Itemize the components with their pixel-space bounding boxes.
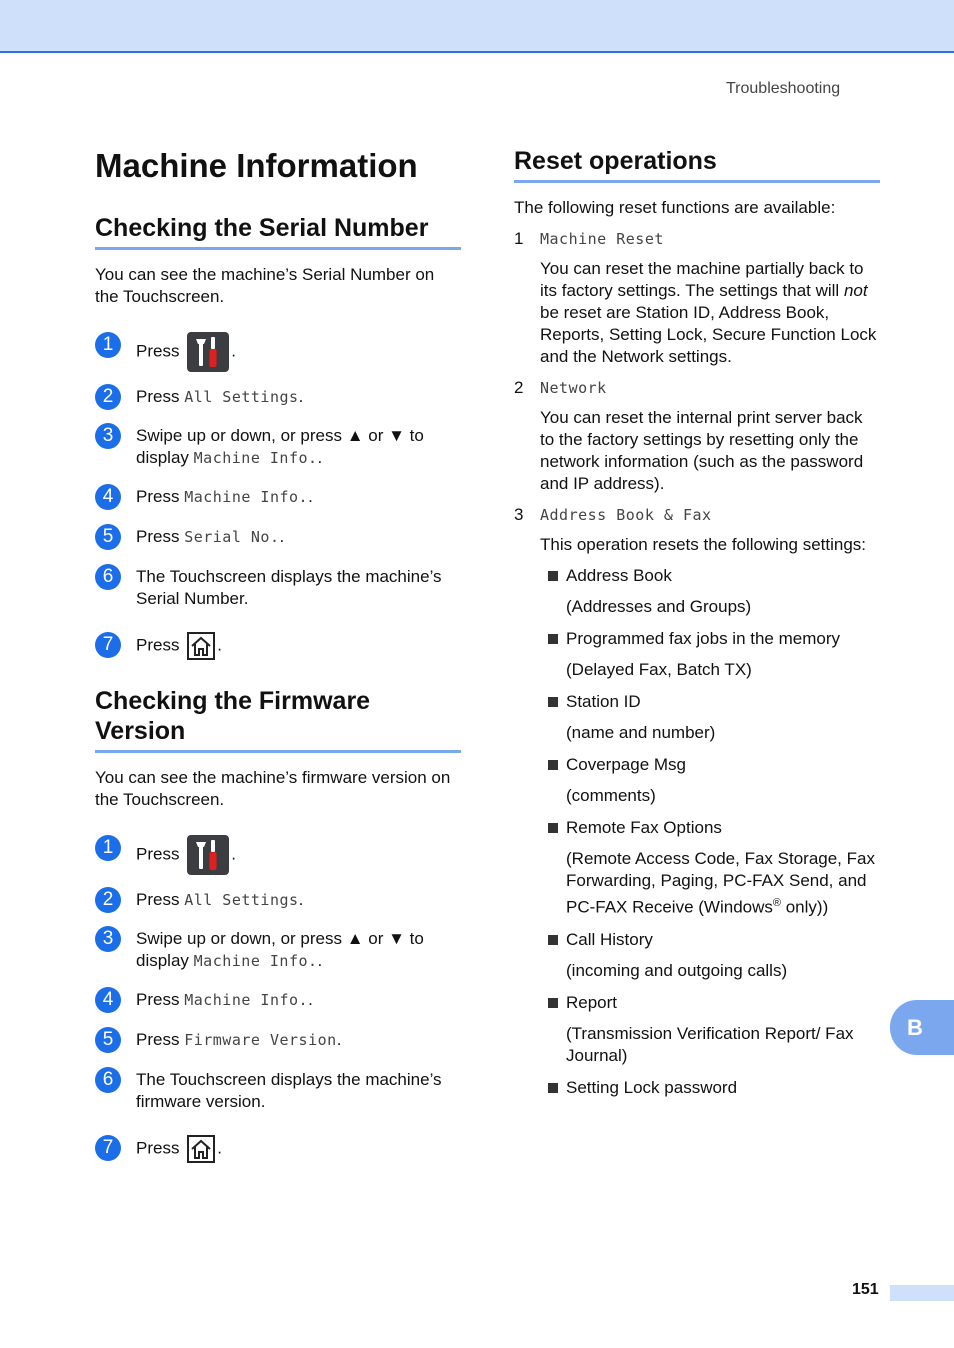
step-number: 2 [95,887,121,913]
step-suffix: . [298,386,304,406]
step-number: 2 [95,384,121,410]
reset-item-2 [514,377,880,399]
reset-intro: The following reset functions are available: [514,198,836,217]
step-suffix: . [279,526,285,546]
step-suffix: . [308,486,313,506]
menu-label-machine-info: Machine Info. [193,448,318,467]
step-text: Swipe up or down, or press ▲ or ▼ to display [136,425,424,467]
step-suffix: . [217,635,222,655]
menu-label-serial-no: Serial No. [184,527,280,546]
top-header-band [0,0,954,53]
step-number: 3 [95,926,121,952]
list-item [514,691,880,713]
serial-step-3 [95,423,461,469]
menu-label-machine-info: Machine Info. [184,487,309,506]
step-text: Press [136,486,185,506]
list-item-detail: (name and number) [566,723,716,742]
running-header: Troubleshooting [726,80,841,97]
item-number: 3 [514,505,524,524]
list-item-label: Programmed fax jobs in the memory [566,629,840,648]
page-number: 151 [852,1281,879,1298]
bullet-icon [548,823,558,833]
menu-label-firmware-version: Firmware Version [184,1030,337,1049]
firmware-step-4 [95,987,461,1013]
list-item-label: Report [566,992,618,1012]
item-number: 1 [514,229,524,248]
step-number: 6 [95,564,121,590]
menu-label-all-settings: All Settings [184,387,299,406]
reset-item-3 [514,504,880,526]
step-number: 1 [95,332,121,358]
home-icon[interactable] [187,632,215,660]
bullet-icon [548,1083,558,1093]
registered-mark: ® [772,897,781,909]
list-item-detail: (Transmission Verification Report/ Fax Journal) [566,1023,854,1065]
serial-step-4 [95,484,461,510]
step-number: 7 [95,1135,121,1161]
bullet-icon [548,571,558,581]
firmware-step-7 [95,1135,461,1163]
step-text: The Touchscreen displays the machine’s firmware version. [136,1069,442,1111]
list-item [514,992,880,1014]
firmware-steps [95,835,461,1163]
list-item-detail [514,848,880,919]
step-suffix: . [231,341,236,361]
serial-step-1 [95,332,461,372]
step-number: 4 [95,987,121,1013]
tools-icon[interactable] [187,835,229,875]
step-suffix: . [317,950,323,970]
step-number: 5 [95,524,121,550]
reset-item-3-desc: This operation resets the following settings: [540,535,867,554]
step-number: 6 [95,1067,121,1093]
detail-text: only)) [781,897,829,917]
step-suffix: . [217,1138,222,1158]
tools-icon[interactable] [187,332,229,372]
serial-steps [95,332,461,660]
list-item-label: Setting Lock password [566,1077,738,1097]
serial-step-7 [95,632,461,660]
step-text: The Touchscreen displays the machine’s Serial Number. [136,566,442,608]
desc-emphasis: not [843,281,868,300]
step-text: Press [136,341,180,361]
list-item-label: Coverpage Msg [566,755,687,774]
bullet-icon [548,697,558,707]
reset-settings-list [514,565,880,1099]
step-text: Swipe up or down, or press ▲ or ▼ to display [136,928,424,970]
bullet-icon [548,634,558,644]
step-text: Press [136,889,185,909]
serial-intro: You can see the machine’s Serial Number on the Touchscreen. [95,264,435,306]
menu-label-machine-reset: Machine Reset [540,230,664,248]
reset-item-2-desc: You can reset the internal print server back to the factory settings by resetting only the network information (such as the password and IP address). [540,408,864,493]
list-item [514,754,880,776]
list-item-detail: (comments) [566,786,656,805]
item-number: 2 [514,378,524,397]
firmware-heading: Checking the Firmware Version [95,686,461,753]
menu-label-network: Network [540,379,607,397]
list-item-detail: (Addresses and Groups) [566,597,752,616]
list-item-label: Remote Fax Options [566,818,722,837]
list-item-detail: (incoming and outgoing calls) [566,960,788,980]
step-text: Press [136,386,185,406]
step-number: 5 [95,1027,121,1053]
serial-step-5 [95,524,461,550]
step-suffix: . [231,844,236,864]
list-item [514,817,880,839]
firmware-intro: You can see the machine’s firmware version on the Touchscreen. [95,767,451,809]
step-text: Press [136,844,180,864]
home-icon[interactable] [187,1135,215,1163]
firmware-step-1 [95,835,461,875]
bullet-icon [548,935,558,945]
step-text: Press [136,635,180,655]
step-number: 4 [95,484,121,510]
list-item-label: Address Book [566,566,672,585]
firmware-step-6 [95,1067,461,1113]
reset-item-1-desc [514,258,880,368]
list-item-label: Call History [566,929,653,949]
reset-item-1 [514,228,880,250]
left-column [95,140,461,1163]
footer-bar [890,1285,954,1301]
step-number: 3 [95,423,121,449]
menu-label-machine-info: Machine Info. [193,951,318,970]
bullet-icon [548,998,558,1008]
step-number: 1 [95,835,121,861]
firmware-step-3 [95,926,461,972]
list-item [514,628,880,650]
step-text: Press [136,526,185,546]
list-item [514,565,880,587]
menu-label-address-book-fax: Address Book & Fax [540,506,712,524]
step-suffix: . [317,447,323,467]
menu-label-all-settings: All Settings [184,890,299,909]
list-item-label: Station ID [566,692,641,711]
firmware-step-2 [95,887,461,913]
serial-step-6 [95,564,461,610]
step-number: 7 [95,632,121,658]
detail-text: (Remote Access Code, Fax Storage, Fax Forwarding, Paging, PC-FAX Send, and PC-FAX Receive (Windows [566,849,875,917]
menu-label-machine-info: Machine Info. [184,990,309,1009]
list-item [514,1077,880,1099]
step-text: Press [136,1138,180,1158]
step-text: Press [136,1029,185,1049]
list-item [514,929,880,951]
desc-text: You can reset the machine partially back to its factory settings. The settings that will [540,259,864,300]
serial-step-2 [95,384,461,410]
step-suffix: . [336,1029,342,1049]
serial-heading: Checking the Serial Number [95,213,461,250]
list-item-detail: (Delayed Fax, Batch TX) [566,660,752,679]
reset-heading: Reset operations [514,146,880,183]
step-suffix: . [308,989,313,1009]
step-suffix: . [298,889,304,909]
desc-text: be reset are Station ID, Address Book, Reports, Setting Lock, Secure Function Lock and the Network settings. [540,303,877,366]
appendix-tab: B [890,1000,954,1055]
page-title: Machine Information [95,147,418,184]
bullet-icon [548,760,558,770]
firmware-step-5 [95,1027,461,1053]
step-text: Press [136,989,185,1009]
right-column [514,140,880,1099]
